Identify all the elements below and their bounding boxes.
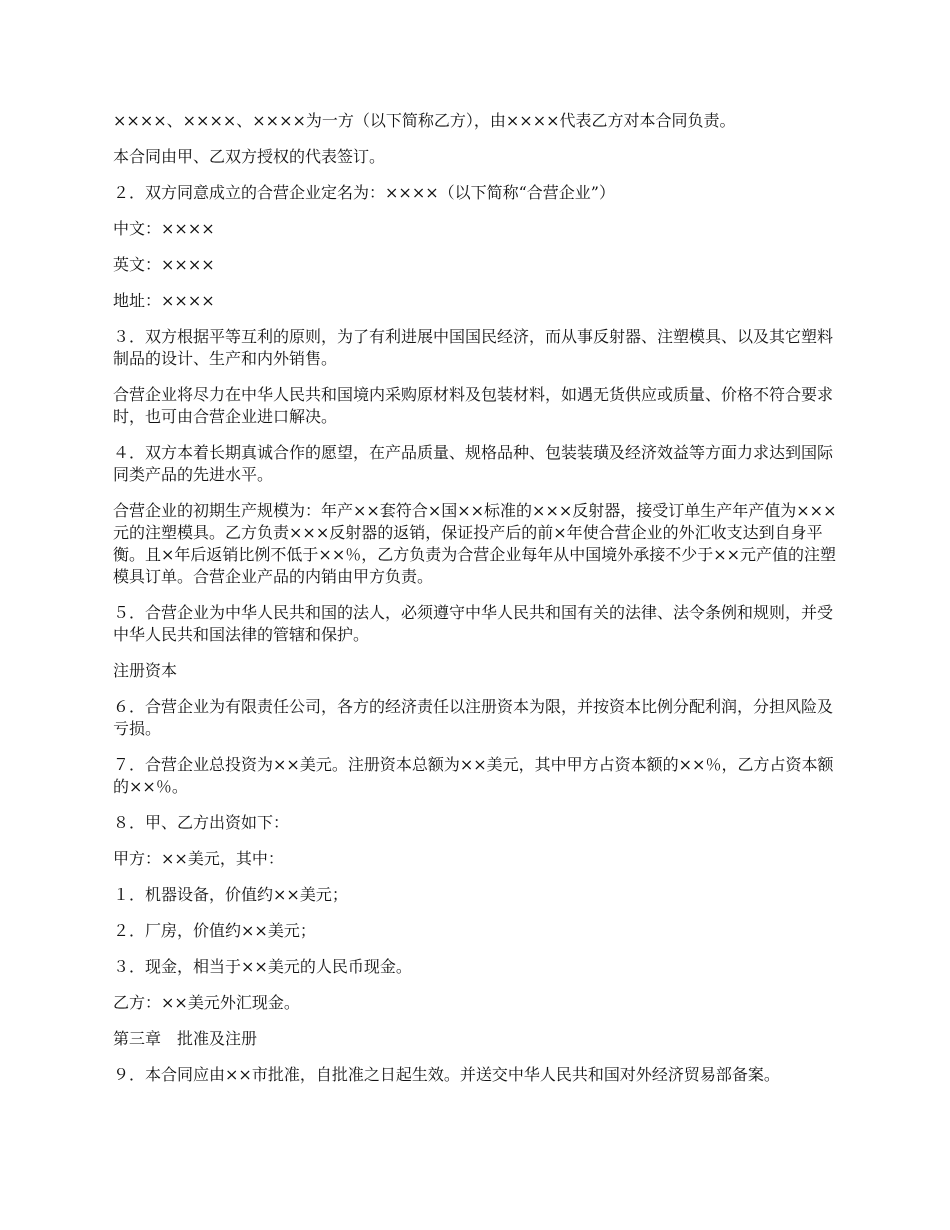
chinese-name: 中文：×××× xyxy=(113,219,215,238)
contribution-item-1: １．机器设备，价值约××美元； xyxy=(113,885,348,904)
document-body xyxy=(113,110,840,1100)
contribution-item-3: ３．现金，相当于××美元的人民币现金。 xyxy=(113,957,412,976)
paragraph-procurement: 合营企业将尽力在中华人民共和国境内采购原材料及包装材料，如遇无货供应或质量、价格不符合要求时，也可由合营企业进口解决。 xyxy=(113,385,834,426)
paragraph-party-b: ××××、××××、××××为一方（以下简称乙方），由××××代表乙方对本合同负责。 xyxy=(113,111,736,130)
party-a-contribution: 甲方：××美元，其中： xyxy=(113,849,284,868)
clause-8: ８．甲、乙方出资如下： xyxy=(113,813,290,832)
paragraph-signing: 本合同由甲、乙双方授权的代表签订。 xyxy=(113,147,386,166)
section-heading-registered-capital: 注册资本 xyxy=(113,661,178,680)
paragraph-production-scale: 合营企业的初期生产规模为：年产××套符合×国××标准的×××反射器，接受订单生产年产值为×××元的注塑模具。乙方负责×××反射器的返销，保证投产后的前×年使合营企业的外汇收支达到自身平衡。且×年后返销比例不低于××％，乙方负责为合营企业每年从中国境外承接不少于××元产值的注塑模具订单。合营企业产品的内销由甲方负责。 xyxy=(113,501,837,586)
clause-6: ６．合营企业为有限责任公司，各方的经济责任以注册资本为限，并按资本比例分配利润，分担风险及亏损。 xyxy=(113,697,834,738)
clause-2: ２．双方同意成立的合营企业定名为：××××（以下简称“合营企业”） xyxy=(113,183,615,202)
contribution-item-2: ２．厂房，价值约××美元； xyxy=(113,921,316,940)
chapter-heading-3: 第三章 批准及注册 xyxy=(113,1029,258,1048)
clause-9: ９．本合同应由××市批准，自批准之日起生效。并送交中华人民共和国对外经济贸易部备案。 xyxy=(113,1065,780,1084)
party-b-contribution: 乙方：××美元外汇现金。 xyxy=(113,993,300,1012)
clause-3: ３．双方根据平等互利的原则，为了有利进展中国国民经济，而从事反射器、注塑模具、以及其它塑料制品的设计、生产和内外销售。 xyxy=(113,327,834,368)
clause-4: ４．双方本着长期真诚合作的愿望，在产品质量、规格品种、包装装璜及经济效益等方面力求达到国际同类产品的先进水平。 xyxy=(113,443,834,484)
address: 地址：×××× xyxy=(113,291,215,310)
clause-5: ５．合营企业为中华人民共和国的法人，必须遵守中华人民共和国有关的法律、法令条例和规则，并受中华人民共和国法律的管辖和保护。 xyxy=(113,603,834,644)
clause-7: ７．合营企业总投资为××美元。注册资本总额为××美元，其中甲方占资本额的××％，乙方占资本额的××％。 xyxy=(113,755,834,796)
english-name: 英文：×××× xyxy=(113,255,215,274)
